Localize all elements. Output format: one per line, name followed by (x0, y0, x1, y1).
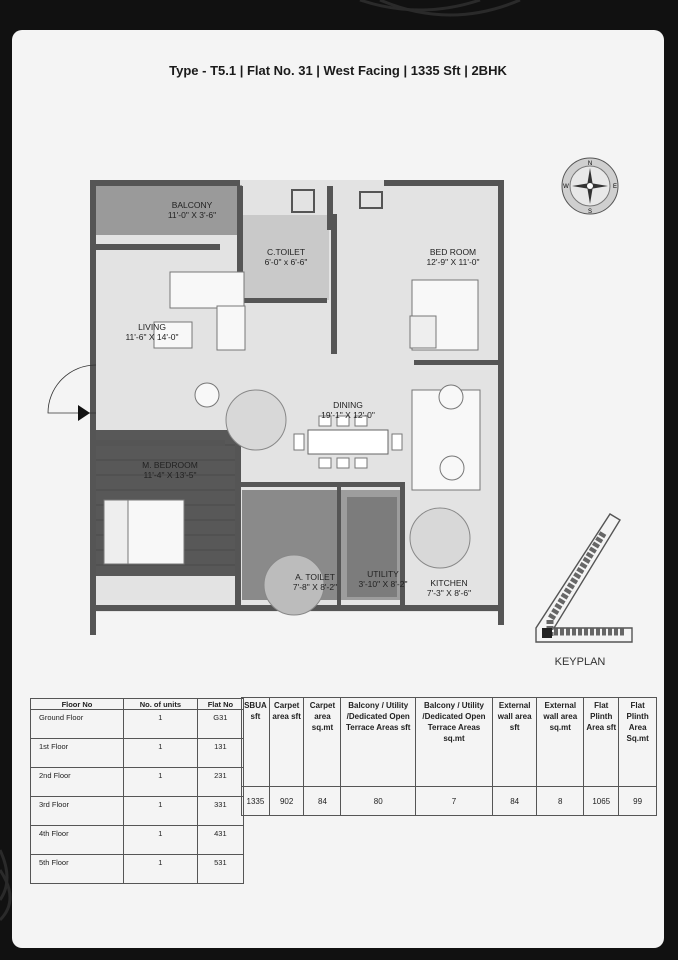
value-carpet-sqmt: 84 (304, 787, 341, 816)
floor-cell: Ground Floor (31, 710, 124, 739)
room-size-dining: 19'-1" X 12'-0" (321, 410, 375, 420)
compass-east: E (612, 184, 618, 190)
floor-plan-sheet (12, 30, 664, 948)
header-sbua: SBUA sft (242, 698, 270, 787)
units-cell: 1 (123, 855, 197, 884)
compass-west: W (563, 184, 569, 190)
floor-cell: 4th Floor (31, 826, 124, 855)
value-external-sqmt: 8 (537, 787, 584, 816)
room-name-c-toilet: C.TOILET (266, 247, 306, 257)
compass-south: S (587, 209, 593, 215)
room-name-a-toilet: A. TOILET (295, 572, 335, 582)
compass-north: N (587, 161, 593, 167)
table-row (31, 710, 244, 739)
header-plinth-sft: Flat Plinth Area sft (584, 698, 619, 787)
value-external-sft: 84 (492, 787, 536, 816)
flat-cell: G31 (197, 710, 243, 739)
floor-cell: 5th Floor (31, 855, 124, 884)
room-size-kitchen: 7'-3" X 8'-6" (426, 588, 472, 598)
floor-cell: 2nd Floor (31, 768, 124, 797)
floor-cell: 1st Floor (31, 739, 124, 768)
floor-cell: 3rd Floor (31, 797, 124, 826)
header-plinth-sqmt: Flat Plinth Area Sq.mt (619, 698, 657, 787)
value-carpet-sft: 902 (269, 787, 304, 816)
room-size-bed-room: 12'-9" X 11'-0" (426, 257, 480, 267)
units-cell: 1 (123, 768, 197, 797)
table-row (31, 855, 244, 884)
value-plinth-sqmt: 99 (619, 787, 657, 816)
header-balcony-sft: Balcony / Utility /Dedicated Open Terrace Areas sft (341, 698, 416, 787)
keyplan-diagram (528, 510, 638, 650)
keyplan-label: KEYPLAN (554, 656, 606, 668)
room-name-dining: DINING (333, 400, 363, 410)
room-name-kitchen: KITCHEN (430, 578, 468, 588)
value-sbua: 1335 (242, 787, 270, 816)
room-name-bed-room: BED ROOM (429, 247, 477, 257)
header-external-sqmt: External wall area sq.mt (537, 698, 584, 787)
table-row (31, 768, 244, 797)
table-row (242, 787, 657, 816)
dining-table (308, 430, 388, 454)
table-row (31, 797, 244, 826)
wheelchair-turn-circle (226, 390, 286, 450)
value-balcony-sft: 80 (341, 787, 416, 816)
page-title: Type - T5.1 | Flat No. 31 | West Facing | 1335 Sft | 2BHK (169, 63, 507, 78)
flat-cell: 231 (197, 768, 243, 797)
room-size-living: 11'-6" X 14'-0" (125, 332, 179, 342)
value-plinth-sft: 1065 (584, 787, 619, 816)
header-carpet-sft: Carpet area sft (269, 698, 304, 787)
header-flat-no: Flat No (197, 699, 243, 710)
flat-cell: 131 (197, 739, 243, 768)
room-size-c-toilet: 6'-0" x 6'-6" (264, 257, 308, 267)
room-name-utility: UTILITY (367, 569, 399, 579)
units-cell: 1 (123, 739, 197, 768)
header-floor-no: Floor No (31, 699, 124, 710)
table-row (31, 739, 244, 768)
floor-plan (42, 170, 512, 660)
room-name-living: LIVING (138, 322, 166, 332)
compass-icon (560, 156, 620, 216)
area-table (241, 697, 657, 816)
header-external-sft: External wall area sft (492, 698, 536, 787)
balcony-area (90, 185, 242, 235)
room-name-m-bedroom: M. BEDROOM (142, 460, 198, 470)
room-size-m-bedroom: 11'-4" X 13'-5" (143, 470, 197, 480)
living-sofa (170, 272, 244, 308)
entry-arrow-icon (78, 405, 90, 421)
value-balcony-sqmt: 7 (416, 787, 493, 816)
flat-cell: 531 (197, 855, 243, 884)
room-size-balcony: 11'-0" X 3'-6" (167, 210, 217, 220)
units-cell: 1 (123, 710, 197, 739)
units-table (30, 698, 244, 884)
units-cell: 1 (123, 797, 197, 826)
header-no-of-units: No. of units (123, 699, 197, 710)
header-carpet-sqmt: Carpet area sq.mt (304, 698, 341, 787)
room-size-utility: 3'-10" X 8'-2" (358, 579, 408, 589)
header-balcony-sqmt: Balcony / Utility /Dedicated Open Terrace Areas sq.mt (416, 698, 493, 787)
units-table-header-row (31, 699, 244, 710)
room-name-balcony: BALCONY (171, 200, 213, 210)
room-size-a-toilet: 7'-8" X 8'-2" (292, 582, 338, 592)
table-row (31, 826, 244, 855)
units-cell: 1 (123, 826, 197, 855)
flat-cell: 431 (197, 826, 243, 855)
flat-cell: 331 (197, 797, 243, 826)
area-table-header-row (242, 698, 657, 787)
